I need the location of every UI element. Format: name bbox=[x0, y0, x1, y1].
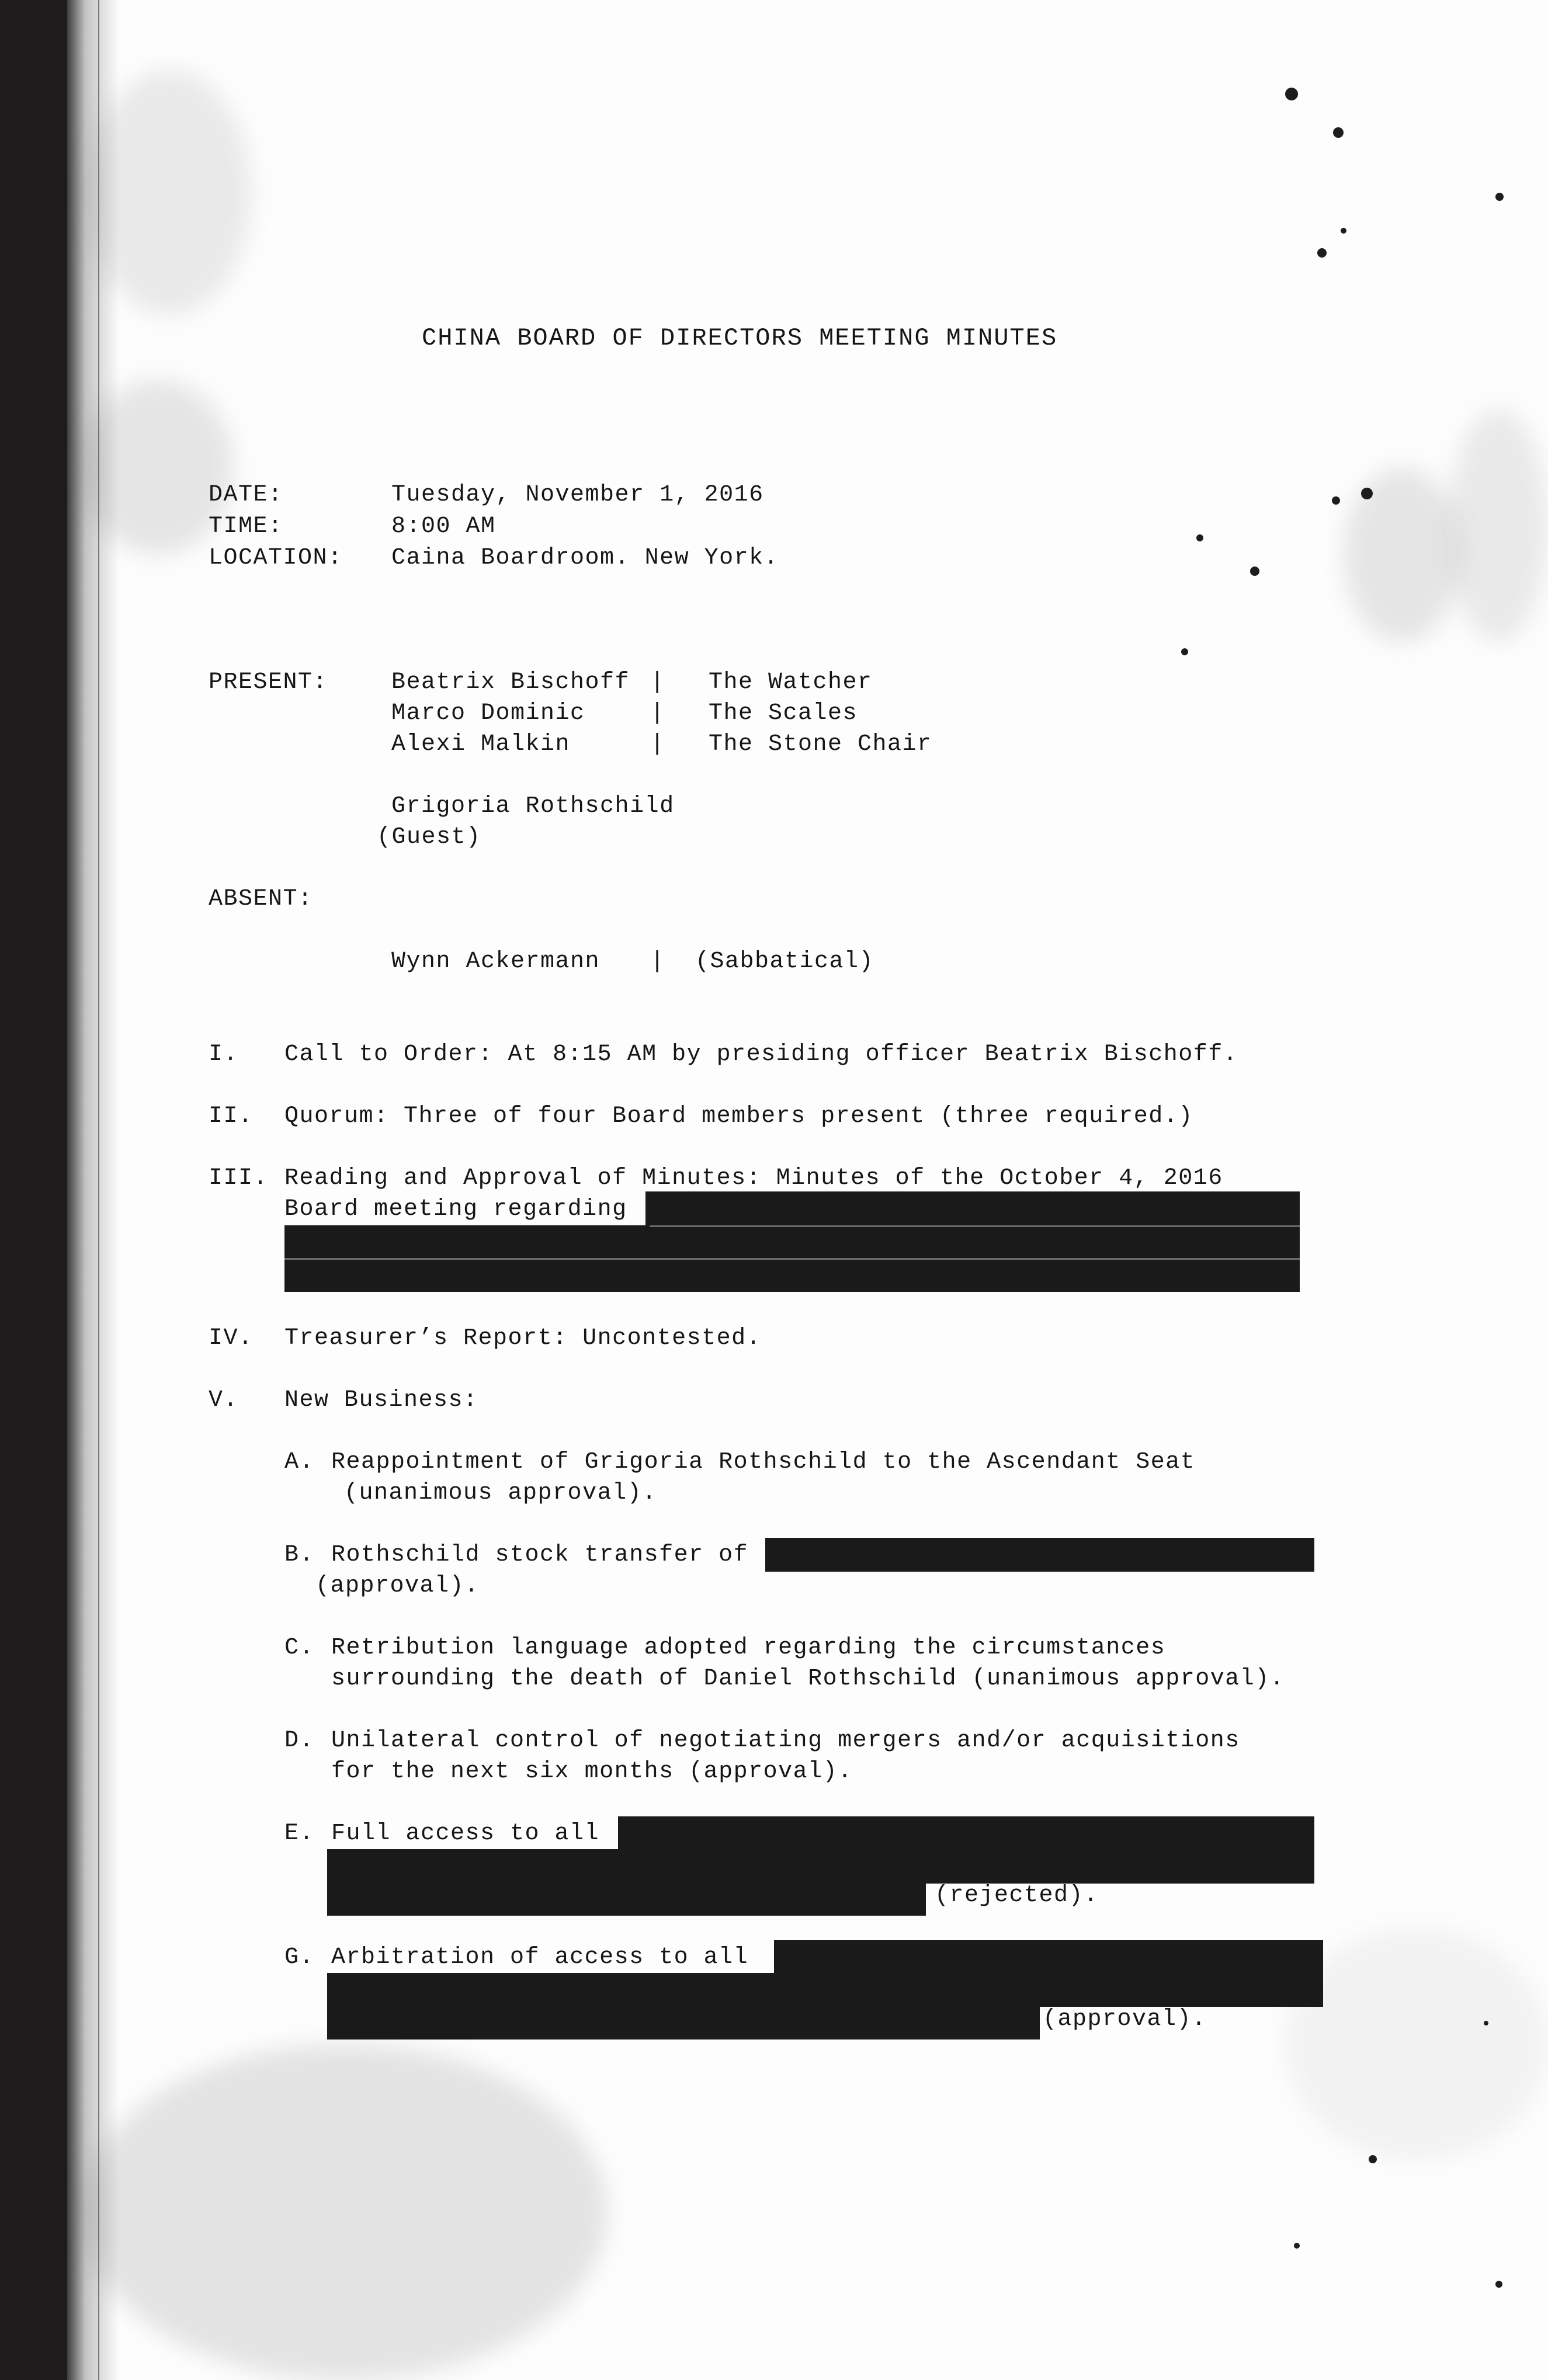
redaction-scan-line bbox=[645, 1258, 1300, 1260]
absent-note: (Sabbatical) bbox=[695, 948, 874, 975]
absent-separator: | bbox=[650, 948, 665, 975]
guest-name: Grigoria Rothschild bbox=[391, 793, 675, 819]
present-name: Marco Dominic bbox=[391, 700, 585, 727]
location-value: Caina Boardroom. New York. bbox=[391, 545, 779, 571]
subitem-label: B. bbox=[284, 1542, 315, 1568]
grunge-texture bbox=[1449, 409, 1548, 642]
document-title: CHINA BOARD OF DIRECTORS MEETING MINUTES bbox=[422, 324, 1058, 352]
redaction-scan-line bbox=[645, 1225, 1300, 1227]
present-role: The Scales bbox=[709, 700, 858, 727]
item-number: V. bbox=[209, 1387, 239, 1413]
subitem-text: (unanimous approval). bbox=[344, 1480, 657, 1506]
scan-vertical-line bbox=[98, 0, 99, 2380]
redaction-bar bbox=[327, 1882, 926, 1916]
subitem-text: Reappointment of Grigoria Rothschild to the Ascendant Seat bbox=[331, 1449, 1196, 1475]
present-separator: | bbox=[650, 700, 665, 727]
item-number: I. bbox=[209, 1041, 239, 1068]
item-number: III. bbox=[209, 1165, 269, 1191]
guest-note: (Guest) bbox=[377, 824, 481, 850]
ink-speck bbox=[1196, 534, 1203, 541]
redaction-bar bbox=[327, 1849, 1314, 1884]
ink-speck bbox=[1341, 228, 1346, 234]
present-separator: | bbox=[650, 669, 665, 696]
redaction-bar bbox=[327, 2006, 1040, 2039]
subitem-label: C. bbox=[284, 1635, 315, 1661]
date-value: Tuesday, November 1, 2016 bbox=[391, 482, 764, 508]
item-text: Quorum: Three of four Board members present (three required.) bbox=[284, 1103, 1193, 1130]
time-value: 8:00 AM bbox=[391, 513, 496, 540]
subitem-text: (approval). bbox=[1043, 2006, 1207, 2032]
subitem-text: (rejected). bbox=[935, 1882, 1099, 1909]
item-text: Board meeting regarding bbox=[284, 1196, 627, 1222]
location-label: LOCATION: bbox=[209, 545, 343, 571]
absent-name: Wynn Ackermann bbox=[391, 948, 601, 975]
ink-speck bbox=[1495, 2281, 1502, 2288]
ink-speck bbox=[1484, 2021, 1488, 2025]
present-separator: | bbox=[650, 731, 665, 758]
subitem-text: (approval). bbox=[315, 1573, 480, 1599]
grunge-texture bbox=[1285, 1927, 1548, 2161]
date-label: DATE: bbox=[209, 482, 283, 508]
scan-edge-shadow bbox=[67, 0, 120, 2380]
scan-left-edge-bar bbox=[0, 0, 67, 2380]
subitem-text: Rothschild stock transfer of bbox=[331, 1542, 749, 1568]
absent-label: ABSENT: bbox=[209, 886, 313, 912]
ink-speck bbox=[1181, 648, 1188, 655]
item-text: Reading and Approval of Minutes: Minutes of the October 4, 2016 bbox=[284, 1165, 1223, 1191]
subitem-label: G. bbox=[284, 1944, 315, 1971]
subitem-label: A. bbox=[284, 1449, 315, 1475]
present-role: The Watcher bbox=[709, 669, 873, 696]
present-role: The Stone Chair bbox=[709, 731, 932, 758]
subitem-text: Arbitration of access to all bbox=[331, 1944, 749, 1971]
subitem-text: Unilateral control of negotiating mergers and/or acquisitions bbox=[331, 1728, 1240, 1754]
present-name: Beatrix Bischoff bbox=[391, 669, 630, 696]
ink-speck bbox=[1495, 193, 1504, 201]
subitem-text: Retribution language adopted regarding the circumstances bbox=[331, 1635, 1166, 1661]
ink-speck bbox=[1294, 2243, 1300, 2249]
redaction-bar bbox=[765, 1538, 1314, 1572]
item-text: Treasurer’s Report: Uncontested. bbox=[284, 1325, 762, 1351]
redaction-bar bbox=[645, 1191, 1300, 1292]
time-label: TIME: bbox=[209, 513, 283, 540]
redaction-bar bbox=[284, 1225, 650, 1292]
item-text: New Business: bbox=[284, 1387, 478, 1413]
item-number: IV. bbox=[209, 1325, 254, 1351]
ink-speck bbox=[1317, 248, 1327, 258]
ink-speck bbox=[1369, 2155, 1377, 2163]
item-text: Call to Order: At 8:15 AM by presiding officer Beatrix Bischoff. bbox=[284, 1041, 1238, 1068]
item-number: II. bbox=[209, 1103, 254, 1130]
subitem-text: surrounding the death of Daniel Rothschild (unanimous approval). bbox=[331, 1666, 1285, 1692]
subitem-text: for the next six months (approval). bbox=[331, 1759, 853, 1785]
ink-speck bbox=[1250, 567, 1259, 576]
redaction-bar bbox=[327, 1973, 1323, 2007]
present-label: PRESENT: bbox=[209, 669, 328, 696]
redaction-scan-line bbox=[284, 1258, 650, 1260]
subitem-label: D. bbox=[284, 1728, 315, 1754]
ink-speck bbox=[1285, 88, 1298, 100]
subitem-label: E. bbox=[284, 1820, 315, 1847]
ink-speck bbox=[1333, 127, 1344, 138]
grunge-texture bbox=[82, 2044, 608, 2380]
present-name: Alexi Malkin bbox=[391, 731, 571, 758]
ink-speck bbox=[1332, 496, 1340, 505]
subitem-text: Full access to all bbox=[331, 1820, 600, 1847]
ink-speck bbox=[1361, 488, 1373, 499]
